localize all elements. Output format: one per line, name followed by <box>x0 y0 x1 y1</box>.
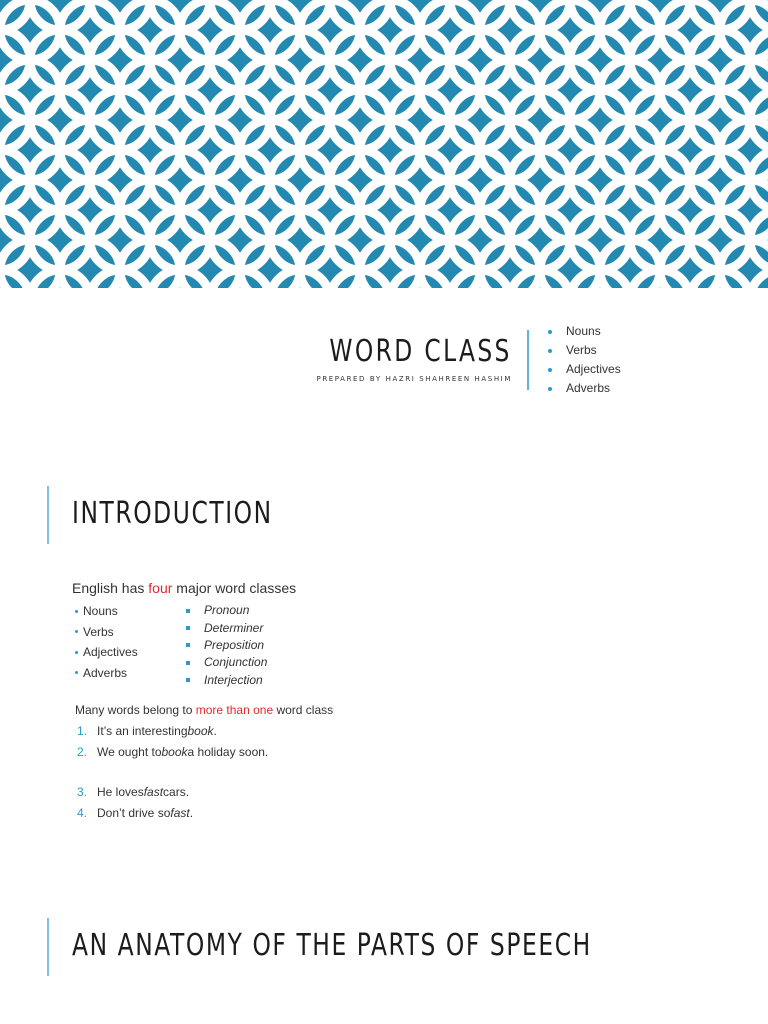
topic-item: Adverbs <box>548 379 621 398</box>
bullet-icon <box>75 671 78 674</box>
list-item: Adverbs <box>75 663 138 684</box>
bullet-icon <box>548 387 552 391</box>
example-item: 1. It’s an interesting book . <box>77 724 217 738</box>
interlocking-circles-pattern <box>0 0 768 288</box>
presentation-subtitle: PREPARED BY HAZRI SHAHREEN HASHIM <box>316 375 512 383</box>
list-item: Adjectives <box>75 642 138 663</box>
list-item: Conjunction <box>186 654 267 671</box>
pattern-banner <box>0 0 768 288</box>
minor-class-list <box>186 602 267 689</box>
highlight-more-than-one: more than one <box>195 703 274 717</box>
section-accent-bar <box>47 486 49 544</box>
list-item: Pronoun <box>186 602 267 619</box>
example-item: 4. Don’t drive so fast . <box>77 806 194 820</box>
topic-item: Adjectives <box>548 360 621 379</box>
square-bullet-icon <box>186 609 190 613</box>
bullet-icon <box>548 368 552 372</box>
list-item: Verbs <box>75 622 138 643</box>
topic-item: Verbs <box>548 341 621 360</box>
major-class-list <box>75 601 138 683</box>
highlight-four: four <box>148 580 173 596</box>
square-bullet-icon <box>186 661 190 665</box>
title-block <box>278 334 512 383</box>
list-item: Nouns <box>75 601 138 622</box>
intro-lead: English has four major word classes <box>72 580 297 596</box>
title-topic-list <box>548 322 621 398</box>
intro-heading: INTRODUCTION <box>72 496 273 531</box>
square-bullet-icon <box>186 643 190 647</box>
bullet-icon <box>75 610 78 613</box>
presentation-title: WORD CLASS <box>329 334 512 369</box>
list-item: Preposition <box>186 637 267 654</box>
title-divider <box>527 330 529 390</box>
multi-class-note: Many words belong to more than one word class <box>75 703 334 717</box>
section-accent-bar <box>47 918 49 976</box>
square-bullet-icon <box>186 678 190 682</box>
list-item: Interjection <box>186 672 267 689</box>
example-item: 2. We ought to book a holiday soon. <box>77 745 269 759</box>
square-bullet-icon <box>186 626 190 630</box>
bullet-icon <box>75 651 78 654</box>
example-item: 3. He loves fast cars. <box>77 785 190 799</box>
bullet-icon <box>548 349 552 353</box>
bullet-icon <box>548 330 552 334</box>
anatomy-heading: AN ANATOMY OF THE PARTS OF SPEECH <box>72 928 592 963</box>
list-item: Determiner <box>186 619 267 636</box>
topic-item: Nouns <box>548 322 621 341</box>
bullet-icon <box>75 630 78 633</box>
